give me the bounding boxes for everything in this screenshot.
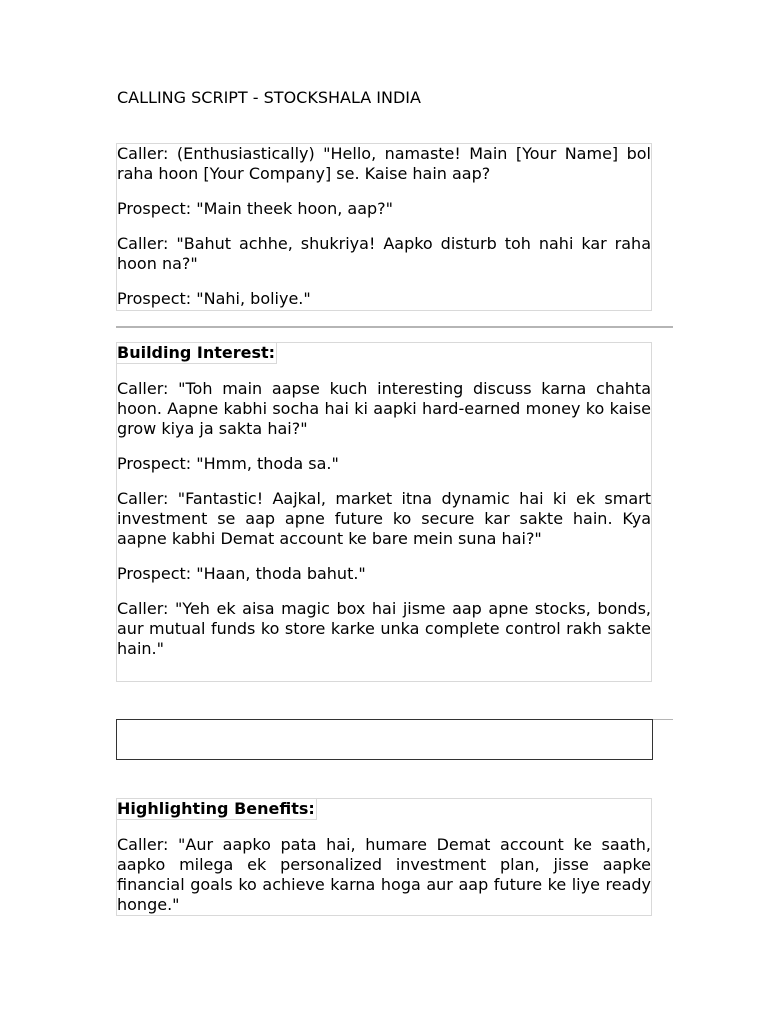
highlighting-benefits-section — [116, 798, 652, 916]
script-line: Caller: "Fantastic! Aajkal, market itna dynamic hai ki ek smart investment se aap apne future ko secure kar sakte hain. Kya aapne kabhi Demat account ke bare mein suna hai?" — [117, 489, 651, 548]
script-line: Caller: "Aur aapko pata hai, humare Demat account ke saath, aapko milega ek personalized investment plan, jisse aapke financial goals ko achieve karna hoga aur aap future ke liye ready honge." — [117, 835, 651, 914]
section-heading: Building Interest: — [117, 343, 276, 362]
script-line: Prospect: "Nahi, boliye." — [117, 289, 311, 308]
script-line: Caller: "Yeh ek aisa magic box hai jisme aap apne stocks, bonds, aur mutual funds ko store karke unka complete control rakh sakte hain." — [117, 599, 651, 658]
script-line: Caller: "Toh main aapse kuch interesting discuss karna chahta hoon. Aapne kabhi socha hai ki aapki hard-earned money ko kaise grow kiya ja sakta hai?" — [117, 379, 651, 438]
document-title: CALLING SCRIPT - STOCKSHALA INDIA — [117, 88, 421, 107]
section-divider — [116, 326, 673, 328]
intro-section — [116, 143, 652, 311]
script-line: Caller: (Enthusiastically) "Hello, namaste! Main [Your Name] bol raha hoon [Your Company] se. Kaise hain aap? — [117, 144, 651, 183]
script-line: Prospect: "Haan, thoda bahut." — [117, 564, 366, 583]
script-line: Prospect: "Hmm, thoda sa." — [117, 454, 339, 473]
building-interest-section — [116, 342, 652, 682]
script-line: Caller: "Bahut achhe, shukriya! Aapko disturb toh nahi kar raha hoon na?" — [117, 234, 651, 273]
script-line: Prospect: "Main theek hoon, aap?" — [117, 199, 394, 218]
empty-text-box — [116, 719, 653, 760]
section-heading: Highlighting Benefits: — [117, 799, 315, 818]
